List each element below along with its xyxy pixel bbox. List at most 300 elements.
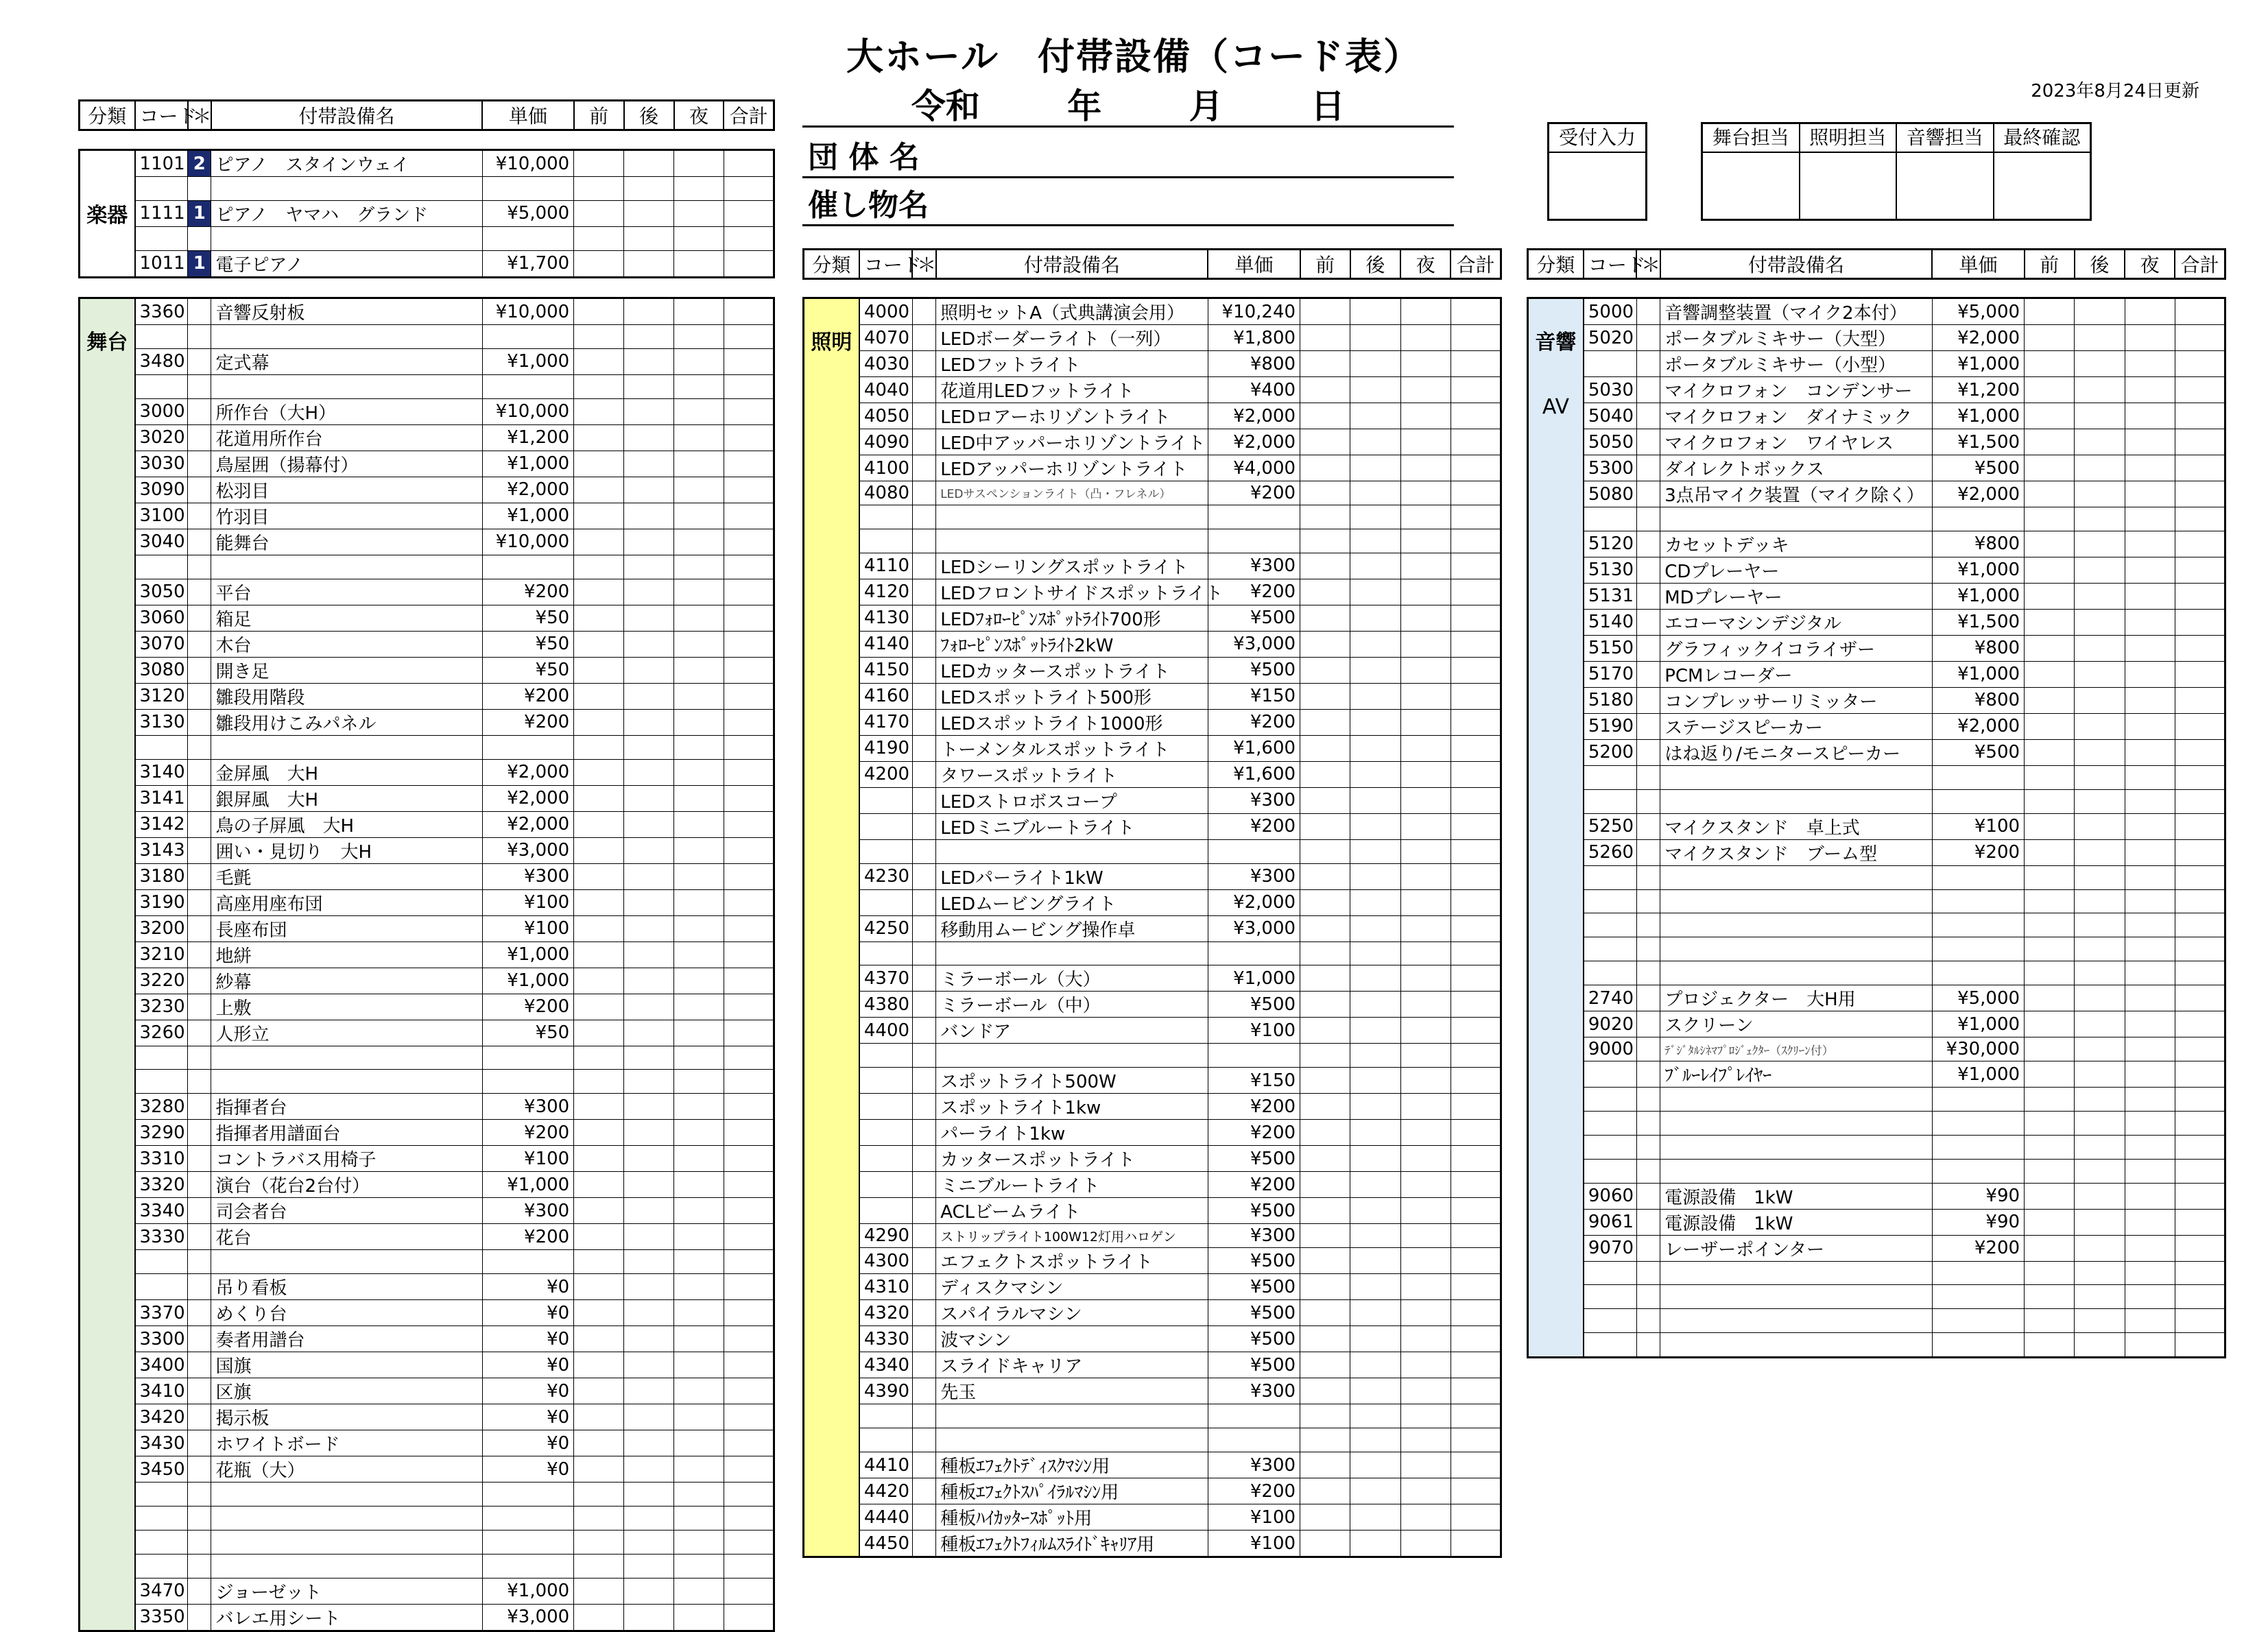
total-qty-input[interactable] — [1451, 1044, 1501, 1068]
after-qty-input[interactable] — [624, 150, 674, 177]
after-qty-input[interactable] — [1350, 1198, 1400, 1224]
after-qty-input[interactable] — [624, 605, 674, 631]
night-qty-input[interactable] — [2125, 1209, 2175, 1235]
before-qty-input[interactable] — [1300, 1198, 1350, 1224]
total-qty-input[interactable] — [2175, 1183, 2225, 1209]
reception-stamp-box[interactable] — [1547, 122, 1647, 221]
after-qty-input[interactable] — [2075, 1111, 2125, 1135]
night-qty-input[interactable] — [674, 968, 724, 994]
night-qty-input[interactable] — [1400, 351, 1451, 377]
after-qty-input[interactable] — [624, 1300, 674, 1326]
night-qty-input[interactable] — [2125, 481, 2175, 507]
before-qty-input[interactable] — [1300, 941, 1350, 965]
before-qty-input[interactable] — [1300, 1094, 1350, 1120]
night-qty-input[interactable] — [1400, 455, 1451, 481]
after-qty-input[interactable] — [1350, 1044, 1400, 1068]
night-qty-input[interactable] — [1400, 505, 1451, 529]
night-qty-input[interactable] — [2125, 713, 2175, 739]
night-qty-input[interactable] — [2125, 1037, 2175, 1061]
before-qty-input[interactable] — [1300, 553, 1350, 579]
night-qty-input[interactable] — [1400, 1452, 1451, 1478]
before-qty-input[interactable] — [574, 250, 624, 277]
before-qty-input[interactable] — [574, 605, 624, 631]
night-qty-input[interactable] — [674, 348, 724, 374]
before-qty-input[interactable] — [1300, 403, 1350, 429]
night-qty-input[interactable] — [674, 915, 724, 941]
final-check-cell[interactable] — [1994, 124, 2090, 219]
night-qty-input[interactable] — [2125, 377, 2175, 403]
total-qty-input[interactable] — [1451, 863, 1501, 889]
after-qty-input[interactable] — [1350, 1478, 1400, 1504]
total-qty-input[interactable] — [2175, 298, 2225, 325]
total-qty-input[interactable] — [2175, 839, 2225, 865]
before-qty-input[interactable] — [574, 451, 624, 477]
total-qty-input[interactable] — [2175, 1209, 2225, 1235]
total-qty-input[interactable] — [2175, 325, 2225, 351]
total-qty-input[interactable] — [1451, 1274, 1501, 1300]
total-qty-input[interactable] — [2175, 403, 2225, 429]
before-qty-input[interactable] — [1300, 1404, 1350, 1428]
after-qty-input[interactable] — [2075, 713, 2125, 739]
after-qty-input[interactable] — [624, 941, 674, 968]
night-qty-input[interactable] — [2125, 1183, 2175, 1209]
night-qty-input[interactable] — [2125, 813, 2175, 839]
total-qty-input[interactable] — [1451, 429, 1501, 455]
after-qty-input[interactable] — [2075, 937, 2125, 961]
night-qty-input[interactable] — [674, 1554, 724, 1578]
after-qty-input[interactable] — [1350, 325, 1400, 351]
before-qty-input[interactable] — [1300, 761, 1350, 787]
after-qty-input[interactable] — [624, 1578, 674, 1604]
before-qty-input[interactable] — [574, 657, 624, 683]
night-qty-input[interactable] — [674, 1224, 724, 1250]
night-qty-input[interactable] — [674, 298, 724, 325]
after-qty-input[interactable] — [624, 1172, 674, 1198]
total-qty-input[interactable] — [2175, 1309, 2225, 1333]
after-qty-input[interactable] — [1350, 1146, 1400, 1172]
before-qty-input[interactable] — [574, 941, 624, 968]
total-qty-input[interactable] — [724, 759, 774, 785]
total-qty-input[interactable] — [2175, 429, 2225, 455]
night-qty-input[interactable] — [674, 250, 724, 277]
total-qty-input[interactable] — [1451, 505, 1501, 529]
total-qty-input[interactable] — [2175, 985, 2225, 1011]
night-qty-input[interactable] — [2125, 507, 2175, 531]
sound-staff-cell[interactable] — [1897, 124, 1994, 219]
before-qty-input[interactable] — [574, 1326, 624, 1352]
after-qty-input[interactable] — [1350, 1274, 1400, 1300]
before-qty-input[interactable] — [574, 811, 624, 837]
after-qty-input[interactable] — [1350, 1172, 1400, 1198]
after-qty-input[interactable] — [2075, 813, 2125, 839]
total-qty-input[interactable] — [724, 374, 774, 398]
before-qty-input[interactable] — [574, 200, 624, 226]
total-qty-input[interactable] — [724, 1046, 774, 1070]
before-qty-input[interactable] — [574, 398, 624, 424]
before-qty-input[interactable] — [574, 374, 624, 398]
night-qty-input[interactable] — [2125, 403, 2175, 429]
total-qty-input[interactable] — [1451, 1452, 1501, 1478]
night-qty-input[interactable] — [2125, 635, 2175, 661]
total-qty-input[interactable] — [2175, 1011, 2225, 1037]
after-qty-input[interactable] — [1350, 553, 1400, 579]
night-qty-input[interactable] — [1400, 429, 1451, 455]
before-qty-input[interactable] — [2025, 1235, 2075, 1261]
before-qty-input[interactable] — [1300, 1172, 1350, 1198]
before-qty-input[interactable] — [1300, 1326, 1350, 1352]
total-qty-input[interactable] — [1451, 1248, 1501, 1274]
night-qty-input[interactable] — [674, 863, 724, 889]
before-qty-input[interactable] — [574, 1531, 624, 1555]
night-qty-input[interactable] — [2125, 298, 2175, 325]
total-qty-input[interactable] — [1451, 631, 1501, 657]
night-qty-input[interactable] — [2125, 583, 2175, 609]
night-qty-input[interactable] — [674, 1020, 724, 1046]
night-qty-input[interactable] — [2125, 1309, 2175, 1333]
before-qty-input[interactable] — [1300, 735, 1350, 761]
night-qty-input[interactable] — [674, 657, 724, 683]
night-qty-input[interactable] — [1400, 657, 1451, 683]
after-qty-input[interactable] — [2075, 865, 2125, 889]
before-qty-input[interactable] — [574, 1456, 624, 1483]
total-qty-input[interactable] — [2175, 455, 2225, 481]
total-qty-input[interactable] — [2175, 1088, 2225, 1112]
before-qty-input[interactable] — [574, 1483, 624, 1507]
total-qty-input[interactable] — [1451, 1146, 1501, 1172]
after-qty-input[interactable] — [1350, 481, 1400, 505]
total-qty-input[interactable] — [2175, 1037, 2225, 1061]
after-qty-input[interactable] — [2075, 455, 2125, 481]
after-qty-input[interactable] — [1350, 1300, 1400, 1326]
total-qty-input[interactable] — [2175, 1235, 2225, 1261]
after-qty-input[interactable] — [624, 968, 674, 994]
night-qty-input[interactable] — [674, 1146, 724, 1172]
after-qty-input[interactable] — [624, 1404, 674, 1430]
total-qty-input[interactable] — [2175, 713, 2225, 739]
night-qty-input[interactable] — [1400, 553, 1451, 579]
before-qty-input[interactable] — [2025, 455, 2075, 481]
after-qty-input[interactable] — [1350, 1404, 1400, 1428]
total-qty-input[interactable] — [1451, 1300, 1501, 1326]
before-qty-input[interactable] — [574, 1352, 624, 1378]
after-qty-input[interactable] — [624, 683, 674, 709]
night-qty-input[interactable] — [2125, 913, 2175, 937]
before-qty-input[interactable] — [574, 226, 624, 250]
after-qty-input[interactable] — [624, 226, 674, 250]
before-qty-input[interactable] — [1300, 298, 1350, 325]
total-qty-input[interactable] — [1451, 298, 1501, 325]
after-qty-input[interactable] — [624, 759, 674, 785]
after-qty-input[interactable] — [2075, 1135, 2125, 1159]
night-qty-input[interactable] — [674, 177, 724, 201]
after-qty-input[interactable] — [2075, 739, 2125, 765]
night-qty-input[interactable] — [674, 1352, 724, 1378]
after-qty-input[interactable] — [2075, 1183, 2125, 1209]
night-qty-input[interactable] — [674, 1274, 724, 1300]
night-qty-input[interactable] — [1400, 839, 1451, 863]
before-qty-input[interactable] — [1300, 1378, 1350, 1404]
before-qty-input[interactable] — [1300, 429, 1350, 455]
after-qty-input[interactable] — [624, 398, 674, 424]
night-qty-input[interactable] — [2125, 351, 2175, 377]
before-qty-input[interactable] — [574, 1094, 624, 1120]
after-qty-input[interactable] — [2075, 1285, 2125, 1309]
after-qty-input[interactable] — [624, 837, 674, 863]
night-qty-input[interactable] — [2125, 325, 2175, 351]
total-qty-input[interactable] — [1451, 1326, 1501, 1352]
total-qty-input[interactable] — [2175, 765, 2225, 789]
after-qty-input[interactable] — [2075, 1011, 2125, 1037]
night-qty-input[interactable] — [2125, 789, 2175, 813]
total-qty-input[interactable] — [724, 683, 774, 709]
total-qty-input[interactable] — [724, 785, 774, 811]
total-qty-input[interactable] — [724, 1483, 774, 1507]
after-qty-input[interactable] — [1350, 657, 1400, 683]
night-qty-input[interactable] — [1400, 709, 1451, 735]
before-qty-input[interactable] — [2025, 429, 2075, 455]
total-qty-input[interactable] — [724, 1531, 774, 1555]
before-qty-input[interactable] — [2025, 557, 2075, 583]
total-qty-input[interactable] — [1451, 325, 1501, 351]
night-qty-input[interactable] — [1400, 481, 1451, 505]
total-qty-input[interactable] — [724, 1456, 774, 1483]
before-qty-input[interactable] — [2025, 813, 2075, 839]
total-qty-input[interactable] — [1451, 965, 1501, 992]
total-qty-input[interactable] — [2175, 961, 2225, 985]
after-qty-input[interactable] — [624, 1020, 674, 1046]
total-qty-input[interactable] — [724, 477, 774, 503]
total-qty-input[interactable] — [724, 1198, 774, 1224]
total-qty-input[interactable] — [724, 1404, 774, 1430]
night-qty-input[interactable] — [674, 1604, 724, 1631]
after-qty-input[interactable] — [2075, 1309, 2125, 1333]
before-qty-input[interactable] — [1300, 1352, 1350, 1378]
night-qty-input[interactable] — [1400, 735, 1451, 761]
after-qty-input[interactable] — [624, 1554, 674, 1578]
before-qty-input[interactable] — [1300, 1018, 1350, 1044]
after-qty-input[interactable] — [2075, 1088, 2125, 1112]
before-qty-input[interactable] — [574, 759, 624, 785]
total-qty-input[interactable] — [2175, 1159, 2225, 1183]
night-qty-input[interactable] — [2125, 1061, 2175, 1088]
after-qty-input[interactable] — [624, 1146, 674, 1172]
after-qty-input[interactable] — [1350, 787, 1400, 813]
before-qty-input[interactable] — [574, 1578, 624, 1604]
total-qty-input[interactable] — [1451, 1018, 1501, 1044]
night-qty-input[interactable] — [674, 579, 724, 605]
before-qty-input[interactable] — [1300, 1478, 1350, 1504]
total-qty-input[interactable] — [2175, 481, 2225, 507]
night-qty-input[interactable] — [1400, 1146, 1451, 1172]
before-qty-input[interactable] — [574, 837, 624, 863]
before-qty-input[interactable] — [574, 683, 624, 709]
after-qty-input[interactable] — [1350, 1378, 1400, 1404]
total-qty-input[interactable] — [724, 1300, 774, 1326]
after-qty-input[interactable] — [2075, 839, 2125, 865]
night-qty-input[interactable] — [2125, 455, 2175, 481]
before-qty-input[interactable] — [1300, 657, 1350, 683]
total-qty-input[interactable] — [724, 555, 774, 579]
total-qty-input[interactable] — [724, 298, 774, 325]
after-qty-input[interactable] — [624, 1507, 674, 1531]
total-qty-input[interactable] — [724, 889, 774, 915]
after-qty-input[interactable] — [2075, 429, 2125, 455]
night-qty-input[interactable] — [674, 811, 724, 837]
night-qty-input[interactable] — [674, 1404, 724, 1430]
after-qty-input[interactable] — [624, 177, 674, 201]
before-qty-input[interactable] — [574, 1224, 624, 1250]
before-qty-input[interactable] — [1300, 813, 1350, 839]
total-qty-input[interactable] — [2175, 1111, 2225, 1135]
before-qty-input[interactable] — [574, 889, 624, 915]
total-qty-input[interactable] — [1451, 915, 1501, 941]
total-qty-input[interactable] — [1451, 553, 1501, 579]
total-qty-input[interactable] — [1451, 579, 1501, 605]
before-qty-input[interactable] — [1300, 1300, 1350, 1326]
night-qty-input[interactable] — [1400, 1504, 1451, 1531]
total-qty-input[interactable] — [724, 994, 774, 1020]
total-qty-input[interactable] — [724, 579, 774, 605]
total-qty-input[interactable] — [724, 605, 774, 631]
night-qty-input[interactable] — [674, 1456, 724, 1483]
after-qty-input[interactable] — [2075, 661, 2125, 687]
after-qty-input[interactable] — [624, 555, 674, 579]
total-qty-input[interactable] — [1451, 529, 1501, 553]
before-qty-input[interactable] — [574, 348, 624, 374]
after-qty-input[interactable] — [1350, 1094, 1400, 1120]
after-qty-input[interactable] — [624, 374, 674, 398]
night-qty-input[interactable] — [2125, 531, 2175, 557]
before-qty-input[interactable] — [2025, 609, 2075, 635]
total-qty-input[interactable] — [2175, 813, 2225, 839]
after-qty-input[interactable] — [624, 1430, 674, 1456]
before-qty-input[interactable] — [1300, 481, 1350, 505]
night-qty-input[interactable] — [674, 683, 724, 709]
after-qty-input[interactable] — [2075, 325, 2125, 351]
before-qty-input[interactable] — [1300, 529, 1350, 553]
before-qty-input[interactable] — [1300, 1248, 1350, 1274]
night-qty-input[interactable] — [2125, 661, 2175, 687]
total-qty-input[interactable] — [1451, 992, 1501, 1018]
before-qty-input[interactable] — [574, 1404, 624, 1430]
after-qty-input[interactable] — [2075, 1333, 2125, 1358]
night-qty-input[interactable] — [674, 555, 724, 579]
total-qty-input[interactable] — [2175, 531, 2225, 557]
before-qty-input[interactable] — [1300, 1068, 1350, 1094]
total-qty-input[interactable] — [724, 631, 774, 657]
before-qty-input[interactable] — [574, 477, 624, 503]
after-qty-input[interactable] — [624, 1198, 674, 1224]
total-qty-input[interactable] — [724, 1120, 774, 1146]
night-qty-input[interactable] — [2125, 1285, 2175, 1309]
before-qty-input[interactable] — [1300, 1452, 1350, 1478]
total-qty-input[interactable] — [2175, 1261, 2225, 1285]
total-qty-input[interactable] — [724, 837, 774, 863]
before-qty-input[interactable] — [2025, 507, 2075, 531]
after-qty-input[interactable] — [1350, 1452, 1400, 1478]
total-qty-input[interactable] — [2175, 507, 2225, 531]
night-qty-input[interactable] — [1400, 761, 1451, 787]
after-qty-input[interactable] — [624, 200, 674, 226]
night-qty-input[interactable] — [1400, 298, 1451, 325]
night-qty-input[interactable] — [674, 398, 724, 424]
after-qty-input[interactable] — [1350, 529, 1400, 553]
after-qty-input[interactable] — [624, 709, 674, 735]
total-qty-input[interactable] — [724, 1578, 774, 1604]
night-qty-input[interactable] — [674, 1120, 724, 1146]
before-qty-input[interactable] — [2025, 1209, 2075, 1235]
after-qty-input[interactable] — [1350, 709, 1400, 735]
before-qty-input[interactable] — [1300, 1428, 1350, 1452]
night-qty-input[interactable] — [674, 709, 724, 735]
total-qty-input[interactable] — [724, 657, 774, 683]
total-qty-input[interactable] — [1451, 813, 1501, 839]
night-qty-input[interactable] — [674, 1172, 724, 1198]
before-qty-input[interactable] — [2025, 937, 2075, 961]
before-qty-input[interactable] — [2025, 481, 2075, 507]
before-qty-input[interactable] — [574, 1274, 624, 1300]
total-qty-input[interactable] — [2175, 865, 2225, 889]
total-qty-input[interactable] — [2175, 937, 2225, 961]
before-qty-input[interactable] — [2025, 839, 2075, 865]
night-qty-input[interactable] — [2125, 1235, 2175, 1261]
after-qty-input[interactable] — [2075, 403, 2125, 429]
total-qty-input[interactable] — [2175, 1333, 2225, 1358]
after-qty-input[interactable] — [624, 657, 674, 683]
after-qty-input[interactable] — [624, 811, 674, 837]
after-qty-input[interactable] — [1350, 813, 1400, 839]
after-qty-input[interactable] — [2075, 507, 2125, 531]
before-qty-input[interactable] — [1300, 1044, 1350, 1068]
total-qty-input[interactable] — [1451, 351, 1501, 377]
before-qty-input[interactable] — [2025, 985, 2075, 1011]
night-qty-input[interactable] — [674, 1507, 724, 1531]
after-qty-input[interactable] — [1350, 377, 1400, 403]
night-qty-input[interactable] — [2125, 985, 2175, 1011]
after-qty-input[interactable] — [1350, 1224, 1400, 1248]
total-qty-input[interactable] — [724, 424, 774, 451]
before-qty-input[interactable] — [2025, 913, 2075, 937]
total-qty-input[interactable] — [724, 941, 774, 968]
before-qty-input[interactable] — [1300, 1504, 1350, 1531]
before-qty-input[interactable] — [1300, 1274, 1350, 1300]
after-qty-input[interactable] — [624, 1531, 674, 1555]
total-qty-input[interactable] — [1451, 1172, 1501, 1198]
after-qty-input[interactable] — [1350, 579, 1400, 605]
total-qty-input[interactable] — [2175, 739, 2225, 765]
before-qty-input[interactable] — [574, 709, 624, 735]
before-qty-input[interactable] — [1300, 505, 1350, 529]
night-qty-input[interactable] — [674, 631, 724, 657]
total-qty-input[interactable] — [1451, 605, 1501, 631]
night-qty-input[interactable] — [674, 200, 724, 226]
total-qty-input[interactable] — [724, 348, 774, 374]
night-qty-input[interactable] — [1400, 1198, 1451, 1224]
night-qty-input[interactable] — [1400, 1404, 1451, 1428]
total-qty-input[interactable] — [724, 915, 774, 941]
total-qty-input[interactable] — [1451, 1094, 1501, 1120]
night-qty-input[interactable] — [674, 1578, 724, 1604]
before-qty-input[interactable] — [2025, 789, 2075, 813]
night-qty-input[interactable] — [2125, 961, 2175, 985]
total-qty-input[interactable] — [1451, 1068, 1501, 1094]
night-qty-input[interactable] — [1400, 813, 1451, 839]
after-qty-input[interactable] — [2075, 1061, 2125, 1088]
after-qty-input[interactable] — [1350, 455, 1400, 481]
before-qty-input[interactable] — [574, 994, 624, 1020]
before-qty-input[interactable] — [1300, 992, 1350, 1018]
before-qty-input[interactable] — [1300, 1531, 1350, 1557]
